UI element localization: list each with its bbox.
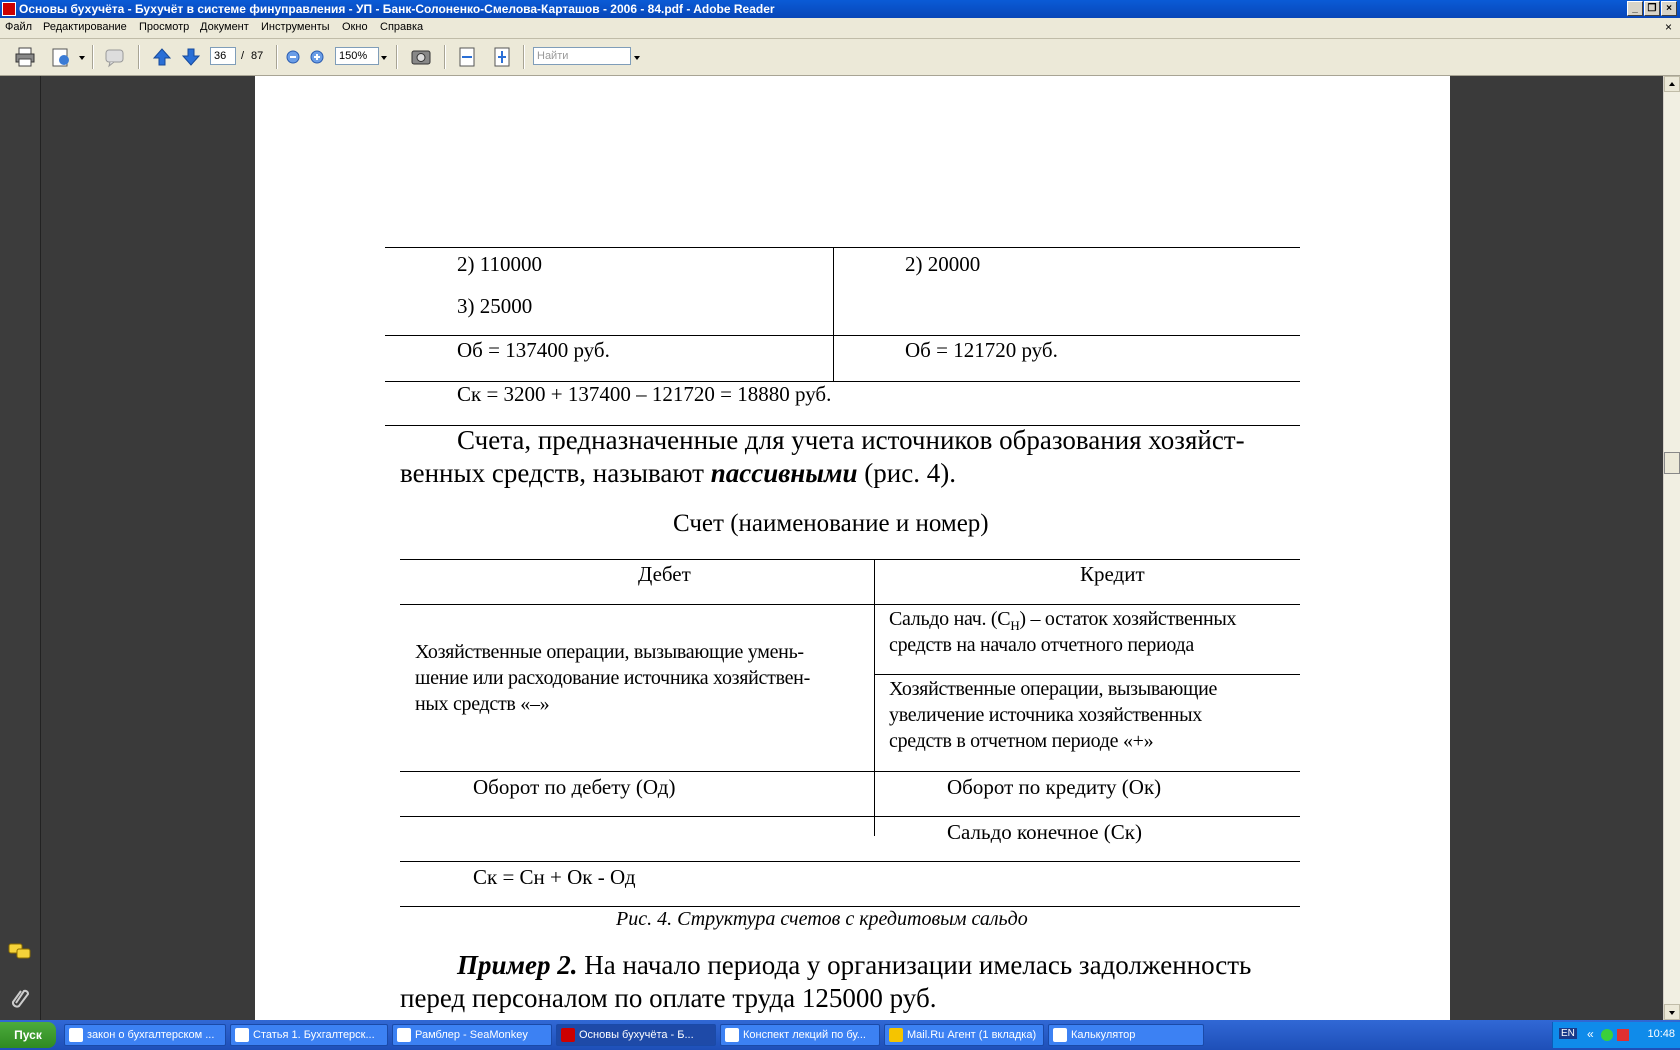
menu-help[interactable]: Справка [380,21,424,33]
menu-window[interactable]: Окно [342,21,368,33]
zoom-in-icon[interactable] [306,46,328,68]
table-cell: 2) 110000 [457,252,542,276]
scrollbar-thumb[interactable] [1664,452,1680,474]
pdf-page [255,76,1450,1020]
turnover-debit: Оборот по дебету (Од) [473,775,676,799]
email-icon[interactable] [50,46,72,68]
taskbar-item[interactable]: Конспект лекций по бу... [720,1024,880,1046]
scroll-up-button[interactable] [1664,76,1680,92]
menu-tools[interactable]: Инструменты [261,21,330,33]
scroll-down-button[interactable] [1664,1004,1680,1020]
credit-saldo-text: Сальдо нач. (С [889,608,1011,630]
browser-icon [235,1028,249,1042]
emphasis-text: пассивными [710,458,858,488]
snapshot-icon[interactable] [410,46,432,68]
figure-title: Счет (наименование и номер) [673,510,989,537]
figure-caption: Рис. 4. Структура счетов с кредитовым сальдо [616,908,1028,930]
subscript: Н [1010,618,1020,633]
taskbar-item[interactable]: Рамблер - SeaMonkey [392,1024,552,1046]
taskbar-item[interactable]: Калькулятор [1048,1024,1204,1046]
taskbar-item[interactable]: Статья 1. Бухгалтерск... [230,1024,388,1046]
close-document-button[interactable]: × [1664,20,1672,34]
example-line [457,950,1251,981]
start-button[interactable]: Пуск [0,1022,56,1048]
minimize-button[interactable]: _ [1627,1,1643,16]
example-label: Пример 2. [457,950,578,980]
debit-ops-line: ных средств «–» [415,693,550,715]
credit-header: Кредит [1080,562,1145,586]
fit-width-icon[interactable] [456,46,478,68]
credit-saldo-line [889,608,1236,634]
previous-page-icon[interactable] [151,46,173,68]
paragraph-text: (рис. 4). [857,458,956,488]
zoom-out-icon[interactable] [282,46,304,68]
taskbar-item-active[interactable]: Основы бухучёта - Б... [556,1024,716,1046]
antivirus-icon[interactable] [1617,1029,1629,1041]
chevron-down-icon[interactable] [79,56,85,60]
menu-file[interactable]: Файл [5,21,33,33]
browser-icon [397,1028,411,1042]
adobe-reader-icon [561,1028,575,1042]
network-icon[interactable] [1601,1029,1613,1041]
table-cell: 3) 25000 [457,294,533,318]
tray-expand-icon[interactable]: « [1587,1027,1594,1041]
language-indicator[interactable]: EN [1561,1028,1575,1039]
zoom-dropdown-icon[interactable] [381,56,387,60]
adobe-reader-icon [2,2,16,16]
attachment-icon[interactable] [9,986,31,1008]
search-dropdown-icon[interactable] [634,56,640,60]
credit-saldo-text: ) – остаток хозяйственных [1019,608,1237,630]
turnover-credit: Оборот по кредиту (Ок) [947,775,1162,799]
clock: 10:48 [1647,1028,1675,1040]
paragraph-text: венных средств, называют [400,458,711,488]
taskbar [0,1020,1680,1050]
debit-header: Дебет [638,562,691,586]
debit-ops-line: шение или расходование источника хозяйствен- [415,667,810,689]
menu-view[interactable]: Просмотр [139,21,190,33]
saldo-end: Сальдо конечное (Ск) [947,820,1142,844]
taskbar-item[interactable]: Mail.Ru Агент (1 вкладка) [884,1024,1044,1046]
comments-icon[interactable] [8,942,32,962]
menu-edit[interactable]: Редактирование [43,21,127,33]
title-bar [0,0,1680,18]
paragraph-line [400,458,956,489]
table-cell: Об = 137400 руб. [457,338,610,362]
taskbar-item[interactable]: закон о бухгалтерском ... [64,1024,226,1046]
credit-ops-line: Хозяйственные операции, вызывающие [889,678,1218,700]
page-total: 87 [251,50,264,62]
next-page-icon[interactable] [180,46,202,68]
credit-saldo-line: средств на начало отчетного периода [889,634,1194,656]
credit-ops-line: увеличение источника хозяйственных [889,704,1202,726]
menu-bar [0,18,1680,39]
browser-icon [69,1028,83,1042]
comment-icon[interactable] [104,46,126,68]
word-icon [725,1028,739,1042]
formula: Ск = Сн + Ок - Од [473,865,636,889]
example-line: перед персоналом по оплате труда 125000 руб. [400,983,937,1013]
example-text: На начало периода у организации имелась задолженность [577,950,1252,980]
calculator-icon [1053,1028,1067,1042]
search-input[interactable]: Найти [533,47,631,65]
paragraph-line: Счета, предназначенные для учета источников образования хозяйст- [457,425,1245,455]
fit-page-icon[interactable] [491,46,513,68]
window-title: Основы бухучёта - Бухучёт в системе финуправления - УП - Банк-Солоненко-Смелова-Карташов - 2006 - 84.pdf - Adobe Reader [19,2,775,16]
print-icon[interactable] [14,46,36,68]
mail-agent-icon [889,1028,903,1042]
credit-ops-line: средств в отчетном периоде «+» [889,730,1154,752]
toolbar [0,39,1680,76]
page-separator: / [241,50,245,62]
system-tray [1552,1022,1680,1048]
table-cell: Об = 121720 руб. [905,338,1058,362]
vertical-scrollbar[interactable] [1663,76,1680,1020]
page-number-input[interactable]: 36 [210,47,236,65]
maximize-button[interactable]: ❐ [1644,1,1660,16]
menu-document[interactable]: Документ [200,21,249,33]
zoom-input[interactable]: 150% [335,47,379,65]
table-cell: Ск = 3200 + 137400 – 121720 = 18880 руб. [457,382,832,406]
close-button[interactable]: × [1661,1,1677,16]
navigation-panel [0,76,41,1020]
debit-ops-line: Хозяйственные операции, вызывающие умень- [415,641,804,663]
table-cell: 2) 20000 [905,252,981,276]
